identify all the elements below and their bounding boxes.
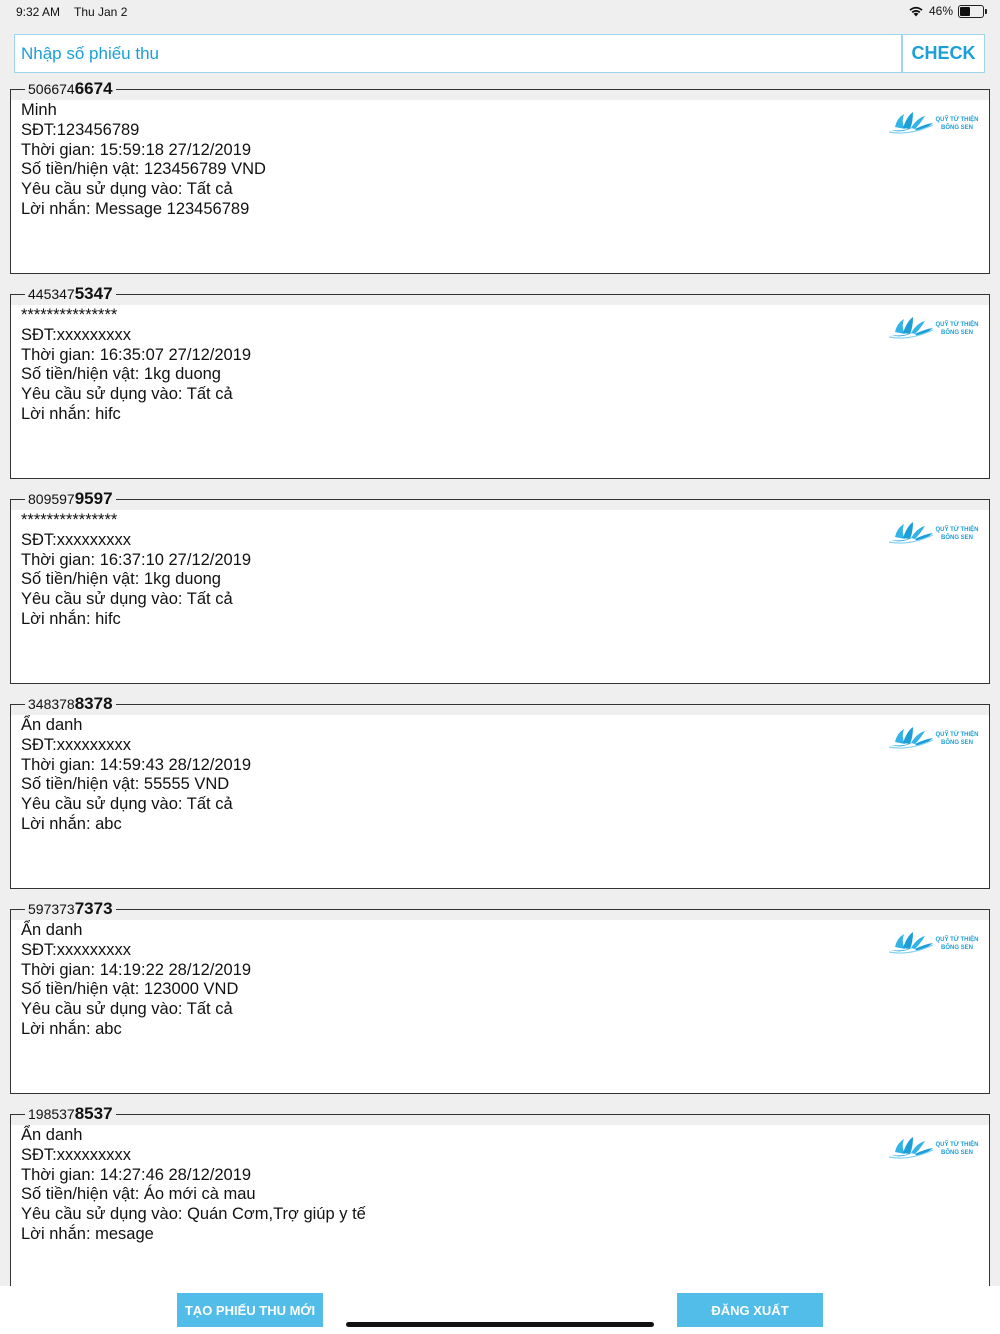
receipt-number-prefix: 348378 xyxy=(28,696,75,712)
logo-line2: BÔNG SEN xyxy=(940,125,973,131)
lotus-logo xyxy=(889,1135,981,1163)
receipt-amount: Số tiền/hiện vật: 55555 VND xyxy=(21,775,230,794)
receipt-name: Ẩn danh xyxy=(21,921,83,939)
logo-line1: QUỸ TỪ THIỆN xyxy=(935,937,979,943)
receipt-card[interactable] xyxy=(10,899,990,1094)
logo-line2: BÔNG SEN xyxy=(940,330,973,336)
lotus-icon xyxy=(889,1135,935,1161)
receipt-message: Lời nhắn: mesage xyxy=(21,1224,154,1243)
receipt-name: Minh xyxy=(21,101,57,119)
bottom-bar xyxy=(0,1286,1000,1334)
lotus-logo xyxy=(889,725,981,753)
logo-line1: QUỸ TỪ THIỆN xyxy=(935,527,979,533)
logo-line2: BÔNG SEN xyxy=(940,1150,973,1156)
receipt-number-suffix: 8378 xyxy=(74,694,113,713)
card-header-band xyxy=(11,1115,989,1125)
receipt-card[interactable] xyxy=(10,1104,990,1286)
home-indicator xyxy=(346,1322,654,1327)
receipt-details xyxy=(21,716,251,835)
receipt-amount: Số tiền/hiện vật: 123000 VND xyxy=(21,980,239,999)
receipt-number-input[interactable] xyxy=(14,34,902,73)
receipt-message: Lời nhắn: hifc xyxy=(21,404,121,423)
receipt-purpose: Yêu cầu sử dụng vào: Quán Cơm,Trợ giúp y tế xyxy=(21,1205,366,1224)
receipt-phone: SĐT:xxxxxxxxx xyxy=(21,325,132,344)
receipt-number-prefix: 809597 xyxy=(28,491,75,507)
logo-line1: QUỸ TỪ THIỆN xyxy=(935,117,979,123)
receipt-purpose: Yêu cầu sử dụng vào: Tất cả xyxy=(21,590,233,609)
lotus-logo xyxy=(889,315,981,343)
receipt-number xyxy=(25,285,116,303)
receipt-name: Ẩn danh xyxy=(21,716,83,734)
receipt-message: Lời nhắn: Message 123456789 xyxy=(21,199,250,218)
lotus-icon xyxy=(889,110,935,136)
card-header-band xyxy=(11,295,989,305)
receipt-name: *************** xyxy=(21,511,118,529)
receipt-name: Ẩn danh xyxy=(21,1126,83,1144)
receipt-time: Thời gian: 14:59:43 28/12/2019 xyxy=(21,755,252,774)
lotus-icon xyxy=(889,930,935,956)
receipt-amount: Số tiền/hiện vật: 1kg duong xyxy=(21,365,221,384)
receipt-details xyxy=(21,101,266,220)
logo-line1: QUỸ TỪ THIỆN xyxy=(935,322,979,328)
receipt-message: Lời nhắn: hifc xyxy=(21,609,121,628)
receipt-amount: Số tiền/hiện vật: 1kg duong xyxy=(21,570,221,589)
receipt-number xyxy=(25,80,116,98)
receipt-list[interactable] xyxy=(10,0,990,1286)
receipt-phone: SĐT:xxxxxxxxx xyxy=(21,735,132,754)
logo-line2: BÔNG SEN xyxy=(940,740,973,746)
receipt-phone: SĐT:xxxxxxxxx xyxy=(21,940,132,959)
lotus-logo xyxy=(889,520,981,548)
logo-text xyxy=(935,731,979,747)
card-header-band xyxy=(11,90,989,100)
logo-text xyxy=(935,936,979,952)
status-date: Thu Jan 2 xyxy=(74,5,128,19)
receipt-phone: SĐT:xxxxxxxxx xyxy=(21,530,132,549)
receipt-time: Thời gian: 15:59:18 27/12/2019 xyxy=(21,140,252,159)
receipt-time: Thời gian: 16:37:10 27/12/2019 xyxy=(21,550,252,569)
receipt-purpose: Yêu cầu sử dụng vào: Tất cả xyxy=(21,795,233,814)
receipt-number xyxy=(25,490,116,508)
receipt-number-prefix: 506674 xyxy=(28,81,75,97)
receipt-number xyxy=(25,695,116,713)
receipt-number xyxy=(25,1105,116,1123)
receipt-time: Thời gian: 14:27:46 28/12/2019 xyxy=(21,1165,252,1184)
new-receipt-button[interactable]: TẠO PHIẾU THU MỚI xyxy=(177,1293,323,1327)
receipt-card[interactable] xyxy=(10,284,990,479)
receipt-phone: SĐT:xxxxxxxxx xyxy=(21,1145,132,1164)
receipt-amount: Số tiền/hiện vật: Áo mới cà mau xyxy=(21,1185,256,1204)
lotus-icon xyxy=(889,315,935,341)
battery-percent: 46% xyxy=(928,4,953,18)
receipt-card[interactable] xyxy=(10,79,990,274)
receipt-purpose: Yêu cầu sử dụng vào: Tất cả xyxy=(21,385,233,404)
lotus-icon xyxy=(889,520,935,546)
receipt-number-suffix: 7373 xyxy=(74,899,113,918)
lotus-logo xyxy=(889,110,981,138)
receipt-message: Lời nhắn: abc xyxy=(21,1019,122,1038)
card-header-band xyxy=(11,500,989,510)
receipt-number xyxy=(25,900,116,918)
card-header-band xyxy=(11,910,989,920)
receipt-card[interactable] xyxy=(10,489,990,684)
receipt-purpose: Yêu cầu sử dụng vào: Tất cả xyxy=(21,180,233,199)
lotus-logo xyxy=(889,930,981,958)
receipt-details xyxy=(21,1126,366,1245)
check-button[interactable]: CHECK xyxy=(902,34,985,73)
logo-line2: BÔNG SEN xyxy=(940,945,973,951)
receipt-phone: SĐT:123456789 xyxy=(21,120,140,139)
status-time: 9:32 AM xyxy=(16,5,61,19)
receipt-number-suffix: 8537 xyxy=(74,1104,113,1123)
logo-line1: QUỸ TỪ THIỆN xyxy=(935,732,979,738)
logo-line1: QUỸ TỪ THIỆN xyxy=(935,1142,979,1148)
logout-button[interactable]: ĐĂNG XUẤT xyxy=(677,1293,823,1327)
receipt-number-suffix: 6674 xyxy=(74,79,113,98)
receipt-card[interactable] xyxy=(10,694,990,889)
receipt-number-suffix: 9597 xyxy=(74,489,113,508)
logo-line2: BÔNG SEN xyxy=(940,535,973,541)
lotus-icon xyxy=(889,725,935,751)
receipt-details xyxy=(21,306,251,425)
receipt-number-suffix: 5347 xyxy=(74,284,113,303)
logo-text xyxy=(935,321,979,337)
receipt-time: Thời gian: 16:35:07 27/12/2019 xyxy=(21,345,252,364)
receipt-amount: Số tiền/hiện vật: 123456789 VND xyxy=(21,160,266,179)
receipt-name: *************** xyxy=(21,306,118,324)
receipt-details xyxy=(21,511,251,630)
receipt-time: Thời gian: 14:19:22 28/12/2019 xyxy=(21,960,252,979)
receipt-message: Lời nhắn: abc xyxy=(21,814,122,833)
receipt-purpose: Yêu cầu sử dụng vào: Tất cả xyxy=(21,1000,233,1019)
receipt-number-prefix: 198537 xyxy=(28,1106,75,1122)
search-row xyxy=(14,34,985,73)
receipt-details xyxy=(21,921,251,1040)
logo-text xyxy=(935,116,979,132)
card-header-band xyxy=(11,705,989,715)
logo-text xyxy=(935,1141,979,1157)
receipt-number-prefix: 597373 xyxy=(28,901,75,917)
logo-text xyxy=(935,526,979,542)
receipt-number-prefix: 445347 xyxy=(28,286,75,302)
